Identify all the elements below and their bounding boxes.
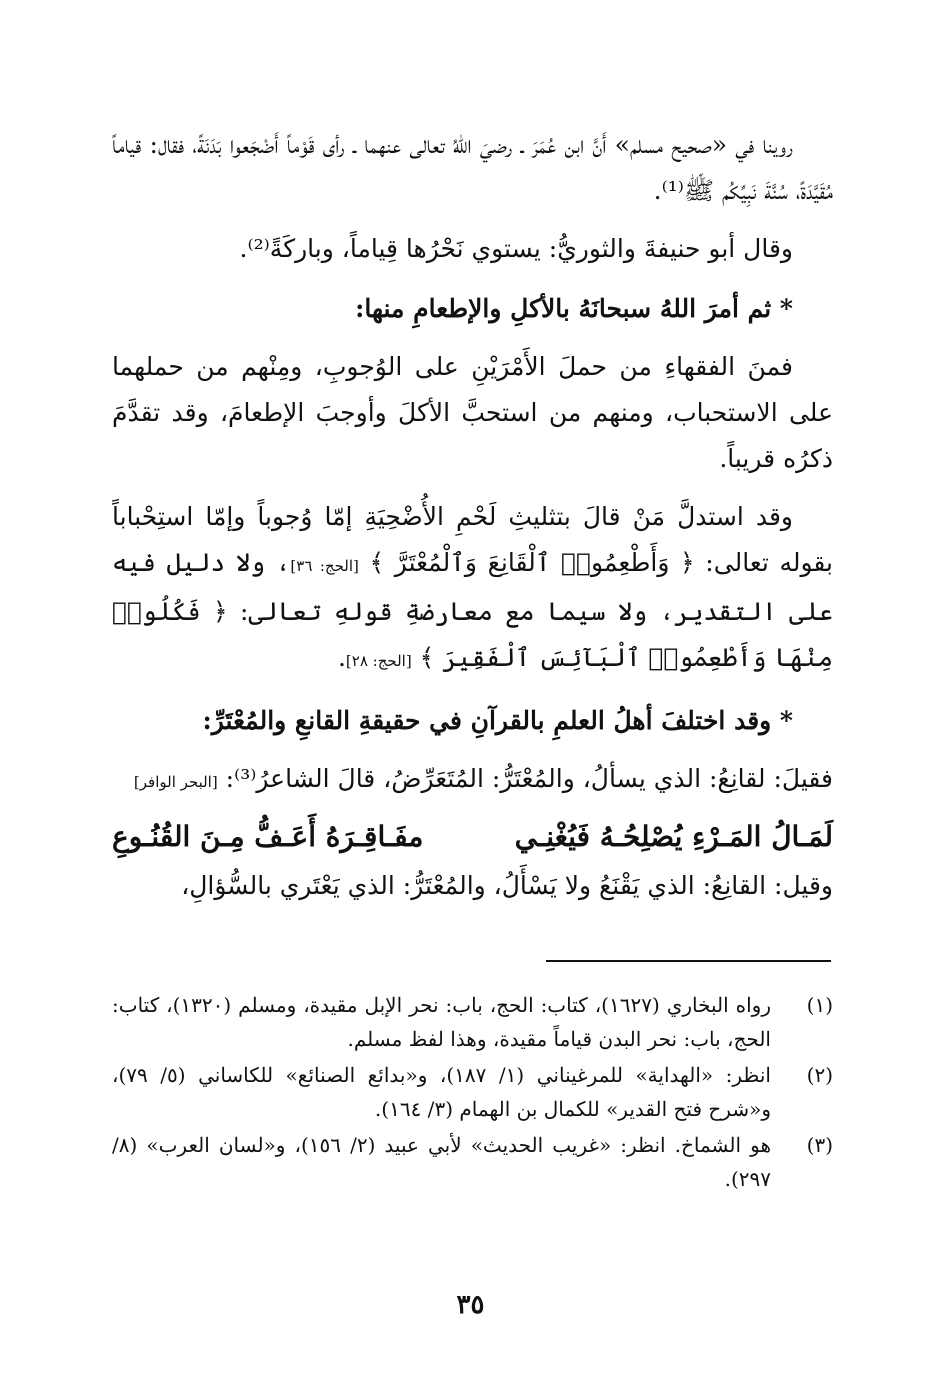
paragraph-1: روينا في «صحيح مسلم» أَنَّ ابن عُمَرَ ـ رضيَ اللهُ تعالى عنهما ـ رأى قَوْماً أَضْجَعوا بَدَنَةً، فقال: قياماً مُقَيَّدَةً، سُنَّةَ نَبِيِّكُم ﷺ⁽¹⁾. (112, 130, 833, 205)
verse-first-hemistich: لَمَـالُ المَـرْءِ يُصْلِحُـهُ فَيُغْنِـي (514, 820, 833, 853)
heading-qani-mutarr: * وقد اختلفَ أهلُ العلمِ بالقرآنِ في حقيقةِ القانعِ والمُعْتَرِّ: (202, 706, 793, 735)
footnote-text: رواه البخاري (١٦٢٧)، كتاب: الحج، باب: نحر الإبل مقيدة، ومسلم (١٣٢٠)، كتاب: الحج، باب: نحر البدن قياماً مقيدة، وهذا لفظ مسلم. (112, 993, 771, 1051)
main-text (112, 122, 833, 909)
quran-reference-2: [الحج: ٢٨] (345, 652, 412, 670)
poetry-verse (112, 811, 833, 863)
footnotes (112, 988, 833, 1198)
paragraph-4-part-2: ، ولا دليل فيه على التقدير، ولا سيما مع معارضةِ قولهِ تعالى: ﴿ فَكُلُوا۟ مِنْهَا وَأَطْعِمُوا۟ ٱلْبَآئِسَ ٱلْفَقِيرَ ﴾ (112, 548, 833, 672)
heading-eating-feeding: * ثم أمرَ اللهُ سبحانَهُ بالأكلِ والإطعامِ منها: (355, 294, 793, 323)
paragraph-4 (112, 494, 833, 684)
paragraph-3: فمنَ الفقهاءِ من حملَ الأَمْرَيْنِ على الوُجوبِ، ومِنْهم من حملهما على الاستحباب، ومنهم من استحبَّ الأكلَ وأوجبَ الإطعامَ، وقد تقدَّمَ ذكرُه قريباً. (112, 352, 833, 473)
paragraph-4-part-1: وقد استدلَّ مَنْ قالَ بتثليثِ لَحْمِ الأُضْحِيَةِ إمّا وُجوباً وإمّا استِحْباباً بقوله تعالى: ﴿ وَأَطْعِمُوا۟ ٱلْقَانِعَ وَٱلْمُعْتَرَّ ﴾ (112, 502, 834, 577)
verse-second-hemistich: مفَـاقِـرَهُ أَعَـفُّ مِـنَ القُنُـوعِ (112, 820, 424, 853)
footnote-number: (٢) (806, 1063, 833, 1087)
quran-reference-1: [الحج: ٣٦] (290, 557, 359, 575)
paragraph-5-text: فقيلَ: لقانِعُ: الذي يسألُ، والمُعْتَرُّ: المُتَعَرِّضُ، قالَ الشاعرُ⁽³⁾: (217, 764, 833, 793)
poetic-meter: [البحر الوافر] (133, 773, 218, 791)
paragraph-6: وقيل: القانِعُ: الذي يَقْنَعُ ولا يَسْأَلُ، والمُعْتَرُّ: الذي يَعْتَري بالسُّؤالِ، (181, 871, 833, 900)
footnote-number: (١) (806, 993, 833, 1017)
footnote-text: هو الشماخ. انظر: «غريب الحديث» لأبي عبيد (٢/ ١٥٦)، و«لسان العرب» (٨/ ٢٩٧). (112, 1133, 771, 1191)
page-number: ٣٥ (456, 1290, 485, 1320)
paragraph-5 (112, 756, 833, 805)
footnote-1 (112, 988, 833, 1056)
paragraph-2: وقال أبو حنيفةَ والثوريُّ: يستوي نَحْرُها قِياماً، وباركَةً⁽²⁾. (239, 234, 793, 263)
paragraph-4-part-3: . (337, 643, 346, 672)
footnote-2 (112, 1058, 833, 1126)
footnote-separator (546, 960, 831, 962)
footnote-number: (٣) (806, 1133, 833, 1157)
footnote-text: انظر: «الهداية» للمرغيناني (١/ ١٨٧)، و«بدائع الصنائع» للكاساني (٥/ ٧٩)، و«شرح فتح القدير» للكمال بن الهمام (٣/ ١٦٤). (112, 1063, 771, 1121)
footnote-3 (112, 1128, 833, 1196)
